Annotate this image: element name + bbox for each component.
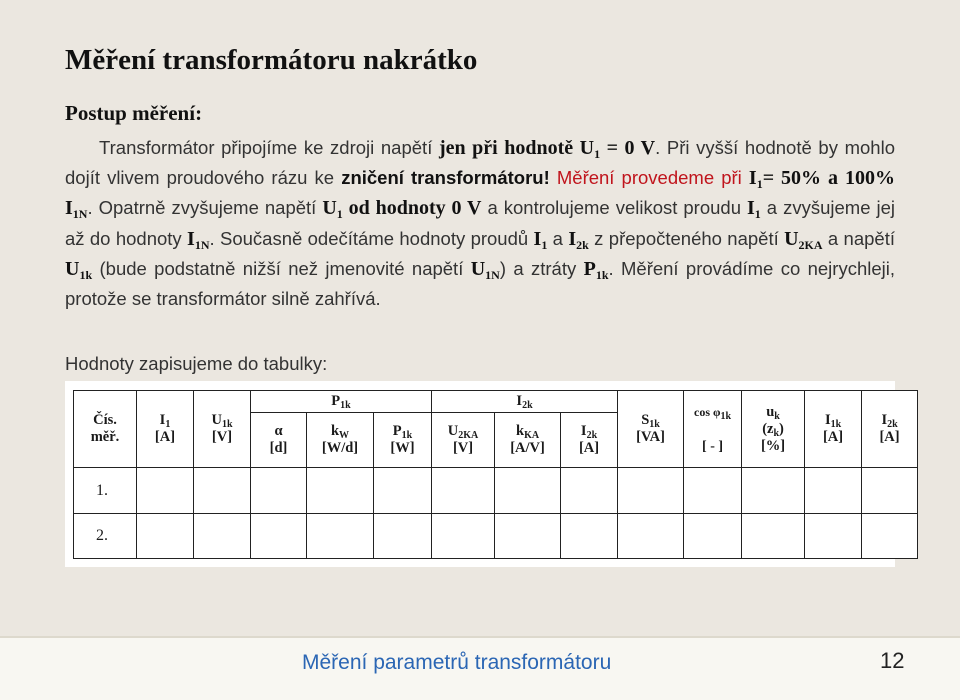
table-cell	[684, 468, 742, 514]
measurement-table	[73, 390, 918, 559]
table-cell	[862, 468, 918, 514]
table-cell	[684, 513, 742, 559]
page-number: 12	[880, 648, 905, 673]
table-cell	[618, 468, 684, 514]
table-cell	[495, 468, 561, 514]
table-cell	[251, 468, 307, 514]
table-intro: Hodnoty zapisujeme do tabulky:	[65, 353, 328, 374]
table-cell	[137, 513, 194, 559]
header-group-p1k: $P_{1k}$	[251, 391, 432, 413]
footer-title: Měření parametrů transformátoru	[302, 651, 612, 674]
table-cell	[307, 468, 374, 514]
table-cell	[432, 468, 495, 514]
header-group-i2k: $I_{2k}$	[432, 391, 618, 413]
header-i2k-last: $I_{2k}$ [A]	[862, 391, 918, 468]
measurement-table-image	[65, 381, 900, 567]
table-cell	[561, 468, 618, 514]
table-cell	[307, 513, 374, 559]
header-p1k: $P_{1k}$ [W]	[374, 413, 432, 468]
table-cell	[374, 468, 432, 514]
table-cell	[805, 513, 862, 559]
header-i1: $I_1$ [A]	[137, 391, 194, 468]
header-i2k: $I_{2k}$ [A]	[561, 413, 618, 468]
row-number: 1.	[74, 468, 137, 514]
header-alpha: α [d]	[251, 413, 307, 468]
header-i1k: $I_{1k}$ [A]	[805, 391, 862, 468]
table-cell	[194, 468, 251, 514]
header-uk: $u_k$ $(z_k)$ [%]	[742, 391, 805, 468]
table-cell	[742, 513, 805, 559]
table-row	[74, 513, 918, 559]
table-cell	[495, 513, 561, 559]
procedure-paragraph: Transformátor připojíme ke zdroji napětí jen při hodnotě $U_1 = 0$ V. Při vyšší hodnotě by mohlo dojít vlivem proudového rázu ke zničení transformátoru! Měření provedeme při $I_1= 50\%$ a 100% $I_{1N}$. Opatrně zvyšujeme napětí $U_1$ od hodnoty 0 V a kontrolujeme velikost proudu $I_1$ a zvyšujeme jej až do hodnoty $I_{1N}$. Současně odečítáme hodnoty proudů $I_1$ a $I_{2k}$ z přepočteného napětí $U_{2KA}$ a napětí $U_{1k}$ (bude podstatně nižší než jmenovité napětí $U_{1N}$) a ztráty $P_{1k}$. Měření provádíme co nejrychleji, protože se transformátor silně zahřívá.	[65, 137, 896, 310]
table-cell	[137, 468, 194, 514]
slide-title: Měření transformátoru nakrátko	[65, 44, 478, 76]
header-cos-phi: $\cos \varphi_{1k}$ [ - ]	[684, 391, 742, 468]
table-cell	[561, 513, 618, 559]
table-cell	[374, 513, 432, 559]
table-cell	[805, 468, 862, 514]
footer-rule	[0, 636, 960, 638]
header-kw: $k_W$ [W/d]	[307, 413, 374, 468]
header-u1k: $U_{1k}$ [V]	[194, 391, 251, 468]
table-cell	[742, 468, 805, 514]
table-cell	[251, 513, 307, 559]
header-s1k: $S_{1k}$ [VA]	[618, 391, 684, 468]
table-row	[74, 468, 918, 514]
header-kka: $k_{KA}$ [A/V]	[495, 413, 561, 468]
header-u2ka: $U_{2KA}$ [V]	[432, 413, 495, 468]
table-cell	[618, 513, 684, 559]
section-subtitle: Postup měření:	[65, 101, 203, 125]
header-cis: Čís. měř.	[74, 391, 137, 468]
row-number: 2.	[74, 513, 137, 559]
table-cell	[194, 513, 251, 559]
table-cell	[862, 513, 918, 559]
table-cell	[432, 513, 495, 559]
